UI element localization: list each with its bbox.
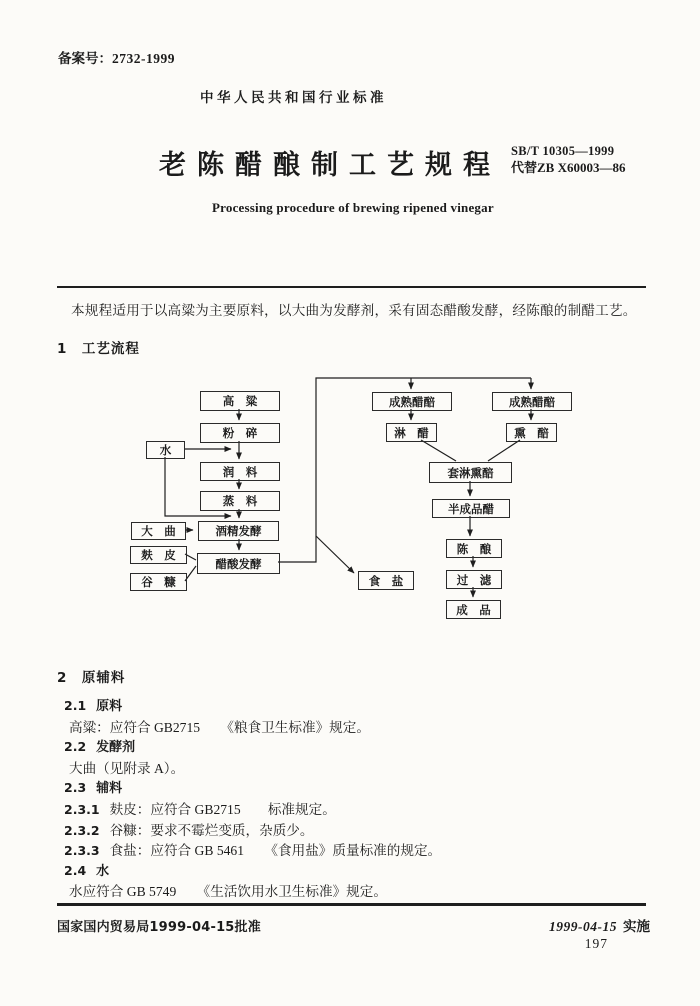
clause-2-1	[64, 695, 644, 716]
clause-number: 2.4	[64, 862, 87, 878]
page-number: 197	[584, 936, 608, 951]
flow-node-alcohol-fermentation: 酒精发酵	[198, 521, 279, 541]
flow-node-semi-finished-vinegar: 半成品醋	[432, 499, 510, 518]
standard-number-block	[511, 144, 625, 175]
flow-node-sorghum: 高 粱	[200, 391, 280, 411]
flow-node-wheat-bran: 麸 皮	[130, 546, 187, 564]
clause-2-3	[64, 777, 644, 798]
footer-divider	[57, 903, 646, 906]
approval-statement: 国家国内贸易局1999-04-15批准	[57, 920, 261, 935]
flow-node-moistening: 润 料	[200, 462, 280, 481]
process-flowchart	[0, 370, 700, 632]
flow-node-filtering: 过 滤	[446, 570, 502, 589]
flow-node-daqu: 大 曲	[131, 522, 186, 540]
clause-text: 谷糠：要求不霉烂变质，杂质少。	[109, 822, 314, 838]
clause-2-3-3	[64, 839, 644, 860]
english-title: Processing procedure of brewing ripened vinegar	[212, 200, 494, 215]
flow-node-crushing: 粉 碎	[200, 423, 280, 443]
flow-node-rice-husk: 谷 糠	[130, 573, 187, 591]
section1-heading: 1 工艺流程	[57, 341, 140, 357]
clause-number: 2.3.3	[64, 843, 100, 859]
flow-node-aging: 陈 酿	[446, 539, 502, 558]
clause-number: 2.3.1	[64, 801, 100, 817]
flow-node-smoked-pei: 熏 醅	[506, 423, 557, 442]
clause-number: 2.1	[64, 698, 87, 713]
section2-body	[64, 695, 644, 901]
flow-node-salt: 食 盐	[358, 571, 414, 590]
clause-title: 原料	[96, 699, 123, 714]
clause-2-4	[64, 860, 644, 881]
flow-node-mature-pei-left: 成熟醋醅	[372, 392, 452, 411]
filing-value: 2732-1999	[112, 51, 175, 66]
clause-2-3-2	[64, 819, 644, 840]
flow-node-mature-pei-right: 成熟醋醅	[492, 392, 572, 411]
standard-type-heading: 中华人民共和国行业标准	[200, 90, 387, 106]
flow-node-finished-product: 成 品	[446, 600, 501, 619]
flow-node-acetic-fermentation: 醋酸发酵	[197, 553, 280, 574]
page-title: 老陈醋酿制工艺规程	[159, 150, 501, 181]
clause-2-3-1	[64, 798, 644, 819]
implementation-statement	[549, 915, 650, 935]
flow-node-leaching-vinegar: 淋 醋	[386, 423, 437, 442]
header-divider	[57, 286, 646, 288]
replaces-standard: 代替ZB X60003—86	[511, 159, 626, 175]
implementation-date: 1999-04-15	[549, 919, 617, 934]
flow-node-steaming: 蒸 料	[200, 491, 280, 511]
section2-heading: 2 原辅料	[57, 670, 126, 686]
clause-text: 麸皮：应符合 GB2715 标准规定。	[109, 801, 336, 817]
implementation-label: 实施	[623, 919, 650, 935]
clause-title: 水	[96, 863, 110, 879]
flow-node-water: 水	[146, 441, 185, 459]
clause-number: 2.2	[64, 739, 87, 755]
clause-number: 2.3.2	[64, 822, 100, 838]
clause-2-2-text: 大曲（见附录 A）。	[69, 760, 185, 776]
standard-number: SB/T 10305—1999	[511, 144, 615, 158]
clause-2-1-text: 高粱：应符合 GB2715 《粮食卫生标准》规定。	[69, 719, 370, 735]
clause-2-4-text: 水应符合 GB 5749 《生活饮用水卫生标准》规定。	[69, 884, 387, 900]
filing-label: 备案号：	[58, 51, 112, 67]
clause-title: 辅料	[96, 781, 123, 797]
clause-number: 2.3	[64, 780, 87, 796]
flowchart-connectors	[0, 370, 700, 632]
clause-2-2	[64, 736, 644, 757]
scope-paragraph: 本规程适用于以高粱为主要原料，以大曲为发酵剂，采有固态醋酸发酵，经陈酿的制醋工艺。	[71, 303, 637, 318]
clause-text: 食盐：应符合 GB 5461 《食用盐》质量标准的规定。	[109, 843, 442, 859]
flow-node-leach-smoked-pei: 套淋熏醅	[429, 462, 512, 483]
clause-title: 发酵剂	[96, 740, 136, 756]
filing-number	[58, 47, 175, 67]
